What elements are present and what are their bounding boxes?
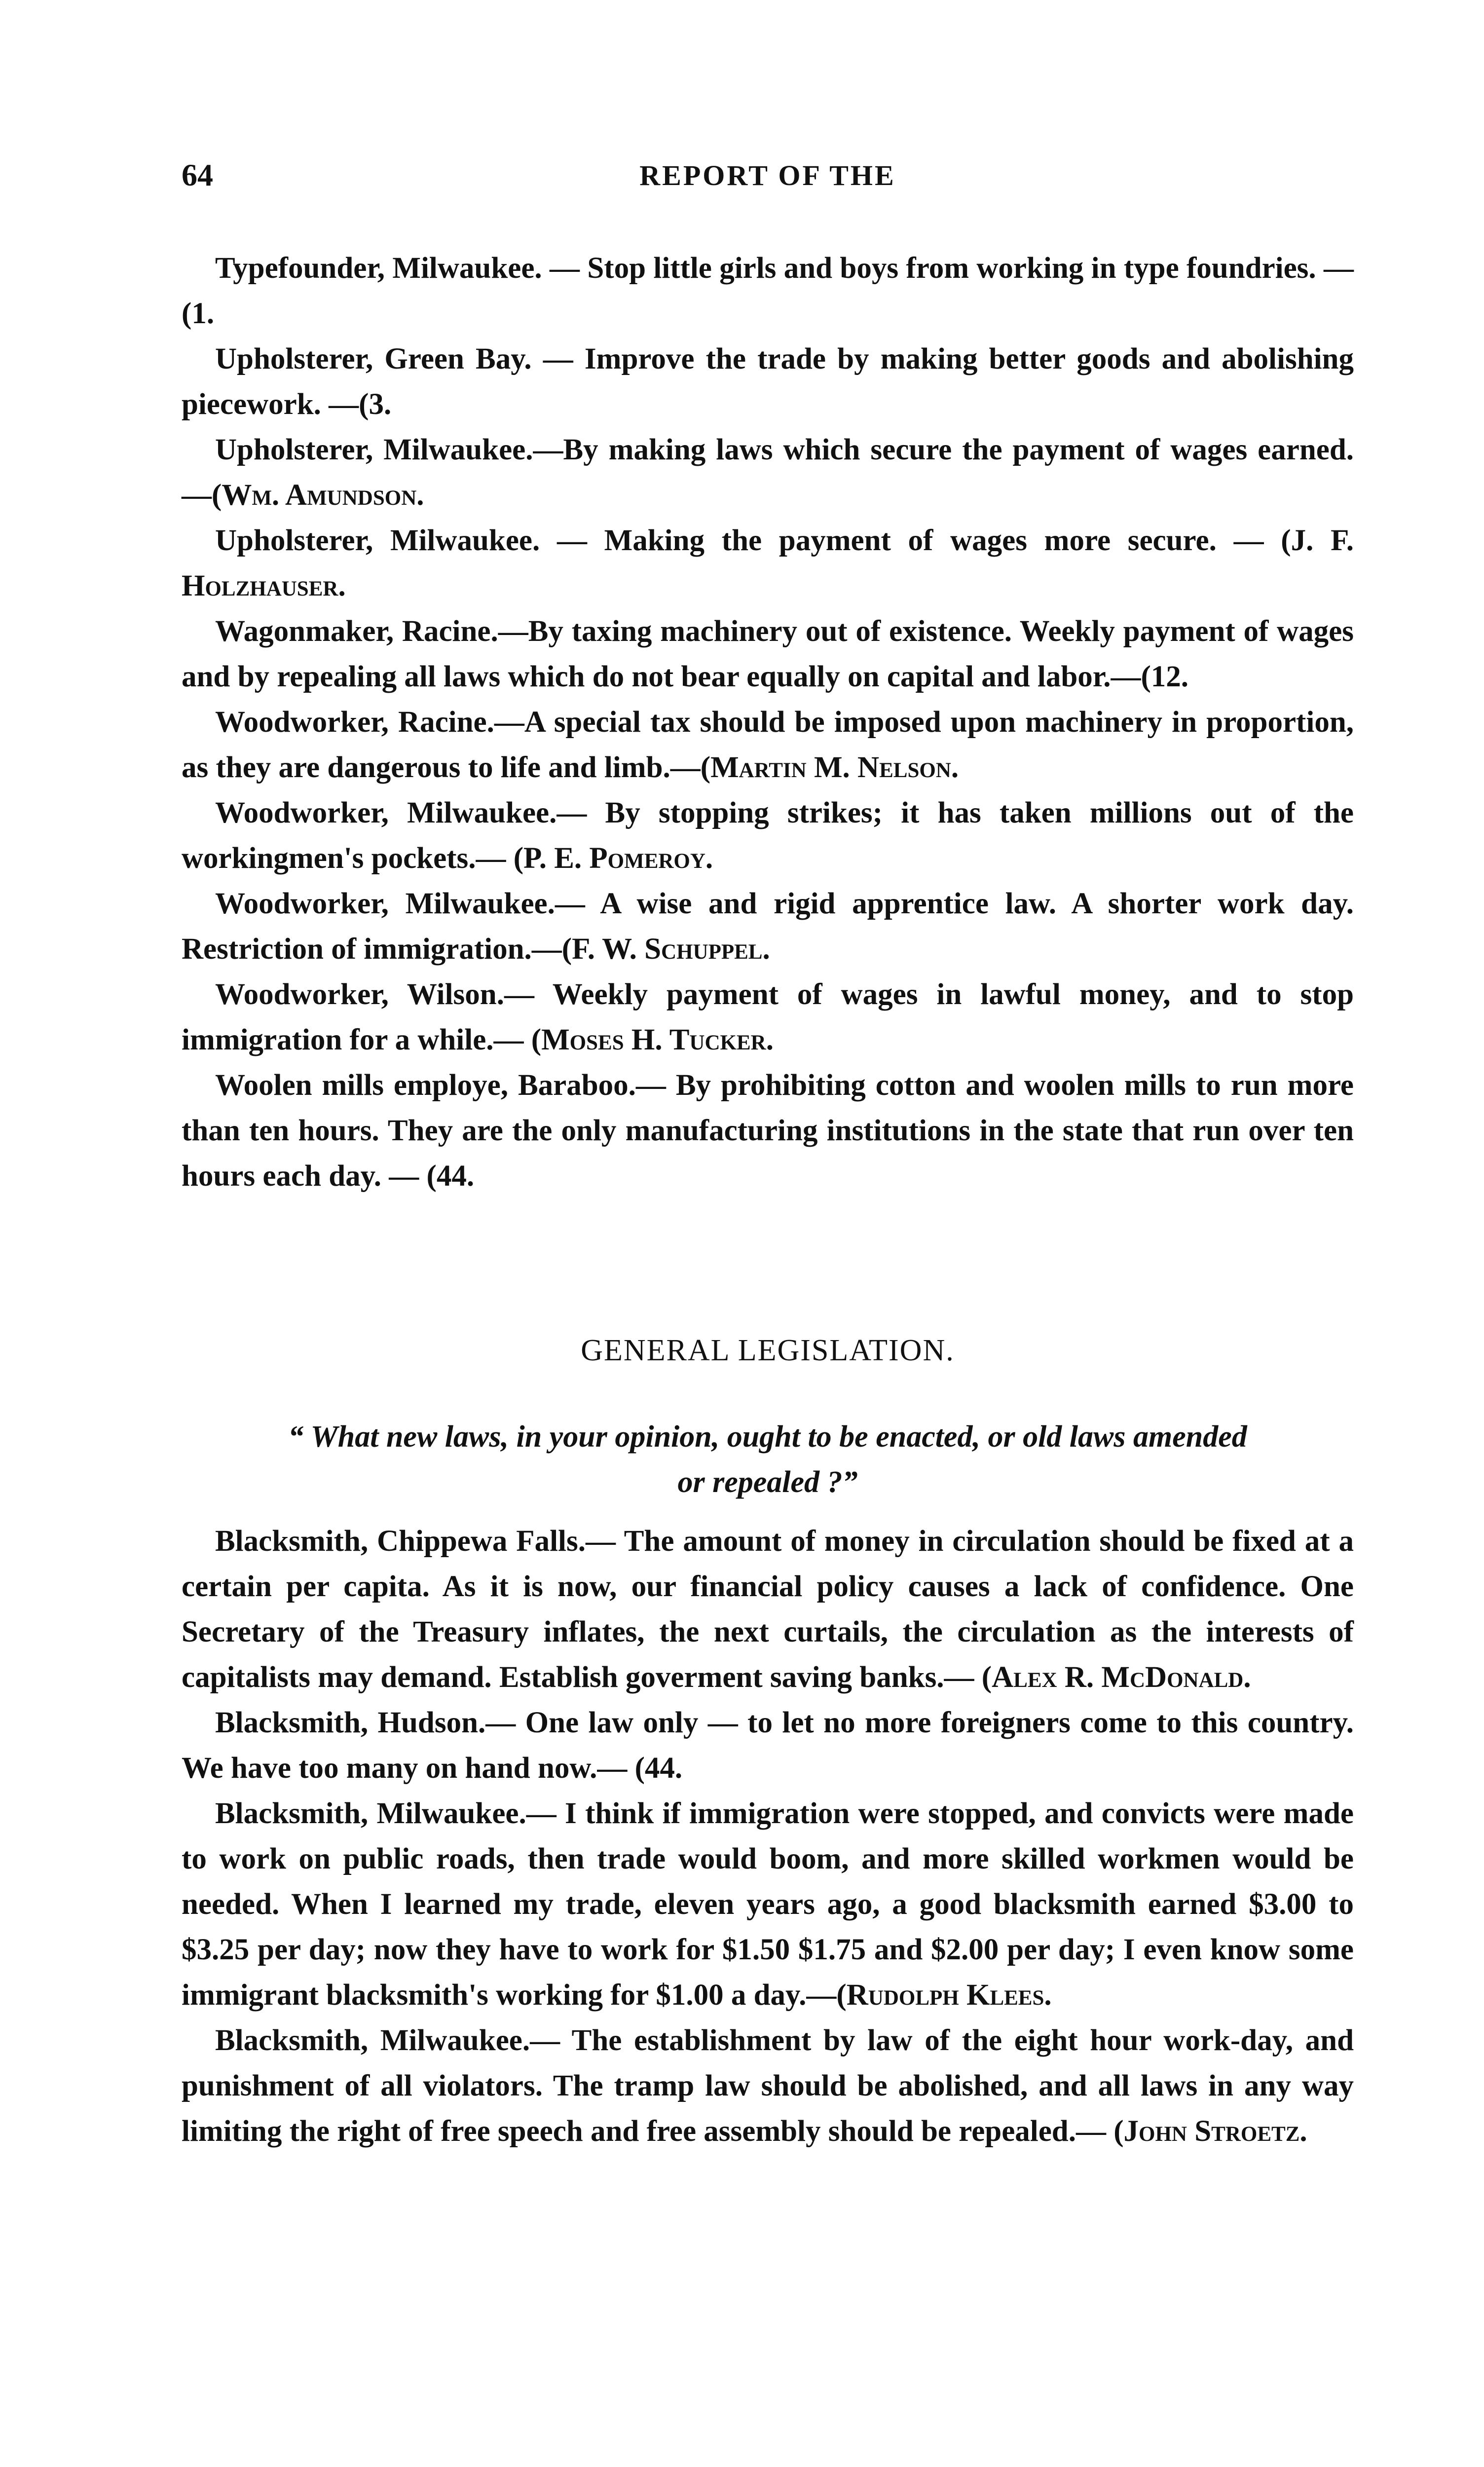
- question-line: “ What new laws, in your opinion, ought to be enacted, or old laws amended: [288, 1420, 1247, 1454]
- entry: Blacksmith, Chippewa Falls.— The amount of money in circulation should be fixed at a certain per capita. As it is now, our financial policy causes a lack of confidence. One Secretary of the Treasury inflates, the next curtails, the circulation as the interests of capitalists may demand. Establish goverment saving banks.— (Alex R. McDonald.: [182, 1525, 1354, 1694]
- entry: Woolen mills employe, Baraboo.— By prohibiting cotton and woolen mills to run more than ten hours. They are the only manufacturing institutions in the state that run over ten hours each day. — (44.: [182, 1069, 1354, 1193]
- respondent-name: John Stroetz.: [1123, 2115, 1307, 2148]
- respondent-name: P. E. Pomeroy.: [523, 842, 713, 875]
- respondent-name: J. F. Holzhauser.: [182, 524, 1354, 602]
- entries-bottom: [182, 1519, 1354, 2154]
- running-title: REPORT OF THE: [639, 159, 896, 191]
- entry: Woodworker, Wilson.— Weekly payment of wages in lawful money, and to stop immigration for a while.— (Moses H. Tucker.: [182, 978, 1354, 1056]
- page-number: 64: [182, 157, 213, 192]
- entry: Typefounder, Milwaukee. — Stop little girls and boys from working in type foundries. —(1.: [182, 252, 1354, 330]
- entry: Woodworker, Racine.—A special tax should be imposed upon machinery in proportion, as they are dangerous to life and limb.—(Martin M. Nelson.: [182, 706, 1354, 784]
- entry: Upholsterer, Green Bay. — Improve the trade by making better goods and abolishing piecework. —(3.: [182, 342, 1354, 421]
- page-header: [182, 157, 1354, 201]
- survey-question: [182, 1414, 1354, 1505]
- entry: Woodworker, Milwaukee.— By stopping strikes; it has taken millions out of the workingmen's pockets.— (P. E. Pomeroy.: [182, 796, 1354, 875]
- respondent-name: Rudolph Klees.: [846, 1979, 1052, 2012]
- entries-top: [182, 246, 1354, 1199]
- entry: Upholsterer, Milwaukee.—By making laws which secure the payment of wages earned.—(Wm. Amundson.: [182, 433, 1354, 512]
- respondent-name: Martin M. Nelson.: [710, 751, 959, 784]
- entry: Blacksmith, Milwaukee.— The establishment by law of the eight hour work-day, and punishment of all violators. The tramp law should be abolished, and all laws in any way limiting the right of free speech and free assembly should be repealed.— (John Stroetz.: [182, 2024, 1354, 2148]
- respondent-name: Wm. Amundson.: [222, 479, 424, 512]
- entry: Blacksmith, Milwaukee.— I think if immigration were stopped, and convicts were made to work on public roads, then trade would boom, and more skilled workmen would be needed. When I learned my trade, eleven years ago, a good blacksmith earned $3.00 to $3.25 per day; now they have to work for $1.50 $1.75 and $2.00 per day; I even know some immigrant blacksmith's working for $1.00 a day.—(Rudolph Klees.: [182, 1797, 1354, 2012]
- respondent-name: F. W. Schuppel.: [572, 933, 770, 966]
- entry: Woodworker, Milwaukee.— A wise and rigid apprentice law. A shorter work day. Restriction of immigration.—(F. W. Schuppel.: [182, 887, 1354, 966]
- question-line: or repealed ?”: [677, 1465, 858, 1499]
- entry: Wagonmaker, Racine.—By taxing machinery out of existence. Weekly payment of wages and by repealing all laws which do not bear equally on capital and labor.—(12.: [182, 615, 1354, 693]
- entry: Blacksmith, Hudson.— One law only — to let no more foreigners come to this country. We have too many on hand now.— (44.: [182, 1706, 1354, 1785]
- entry: Upholsterer, Milwaukee. — Making the payment of wages more secure. — (J. F. Holzhauser.: [182, 524, 1354, 602]
- respondent-name: Alex R. McDonald.: [992, 1661, 1251, 1694]
- section-heading: GENERAL LEGISLATION.: [581, 1334, 955, 1367]
- respondent-name: Moses H. Tucker.: [541, 1023, 774, 1056]
